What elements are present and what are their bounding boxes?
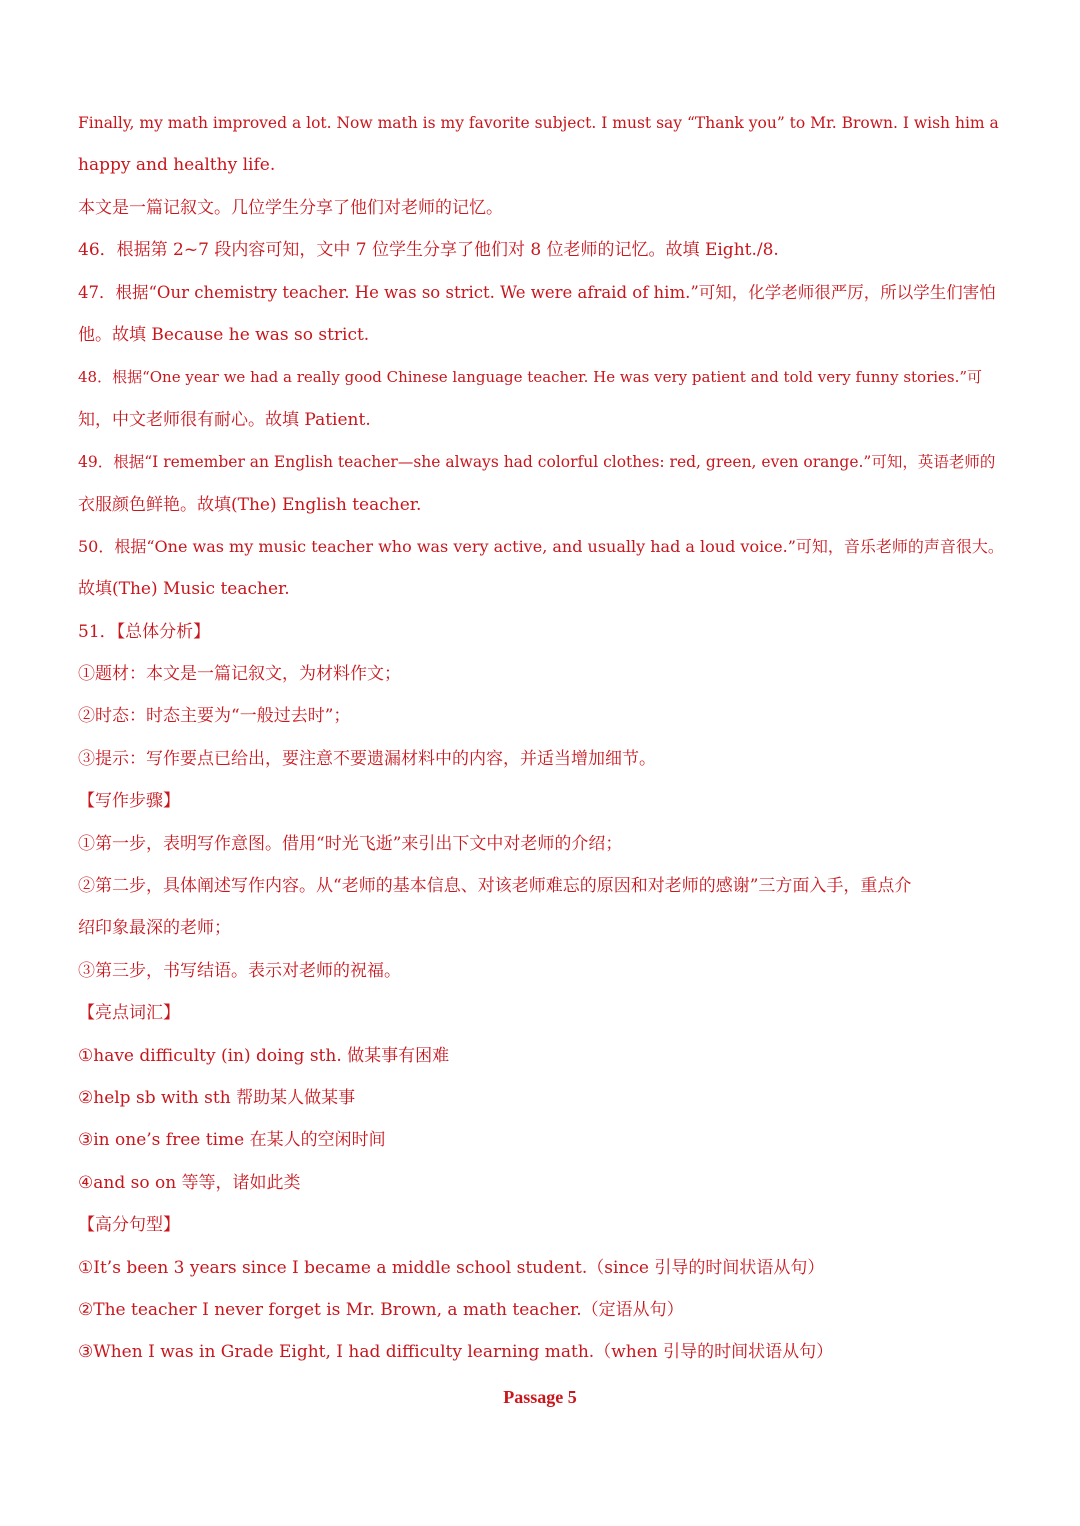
answer-47: 47．根据“Our chemistry teacher. He was so strict. We were afraid of him.”可知，化学老师很严厉，所以学生们害怕	[78, 282, 996, 302]
text-line: 知，中文老师很有耐心。故填 Patient.	[78, 409, 371, 430]
text-line: Finally, my math improved a lot. Now math is my favorite subject. I must say “Thank you” to Mr. Brown. I wish him a	[78, 114, 999, 132]
text-line: ①It’s been 3 years since I became a middle school student.（since 引导的时间状语从句）	[78, 1257, 825, 1278]
text-line: ①题材：本文是一篇记叙文，为材料作文；	[78, 664, 401, 685]
text-line: ④and so on 等等，诸如此类	[78, 1172, 301, 1193]
text-line: ③第三步，书写结语。表示对老师的祝福。	[78, 960, 401, 981]
text-line: ③in one’s free time 在某人的空闲时间	[78, 1130, 386, 1151]
text-line: ②The teacher I never forget is Mr. Brown, a math teacher.（定语从句）	[78, 1299, 684, 1320]
text-line: ③提示：写作要点已给出，要注意不要遗漏材料中的内容，并适当增加细节。	[78, 748, 656, 769]
passage-title: Passage 5	[503, 1387, 577, 1407]
text-line: ①第一步，表明写作意图。借用“时光飞逝”来引出下文中对老师的介绍；	[78, 833, 623, 854]
section-heading-sentence-patterns: 【高分句型】	[78, 1215, 180, 1236]
text-line: ③When I was in Grade Eight, I had difficulty learning math.（when 引导的时间状语从句）	[78, 1342, 834, 1363]
text-line: 他。故填 Because he was so strict.	[78, 324, 370, 345]
answer-51-heading: 51．【总体分析】	[78, 621, 211, 642]
text-line: ②help sb with sth 帮助某人做某事	[78, 1087, 356, 1108]
text-line: 衣服颜色鲜艳。故填(The) English teacher.	[78, 494, 422, 515]
text-line: happy and healthy life.	[78, 155, 276, 176]
document-body	[78, 102, 1008, 1374]
answer-49: 49．根据“I remember an English teacher—she always had colorful clothes: red, green, even orange.”可知，英语老师的	[78, 453, 996, 472]
text-line: 本文是一篇记叙文。几位学生分享了他们对老师的记忆。	[78, 197, 503, 218]
text-line: ②第二步，具体阐述写作内容。从“老师的基本信息、对该老师难忘的原因和对老师的感谢”三方面入手，重点介	[78, 876, 912, 897]
answer-48: 48．根据“One year we had a really good Chinese language teacher. He was very patient and told very funny stories.”可	[78, 368, 983, 387]
text-line: 绍印象最深的老师；	[78, 918, 231, 939]
answer-50: 50．根据“One was my music teacher who was very active, and usually had a loud voice.”可知，音乐老师的声音很大。	[78, 536, 1004, 556]
text-line: ②时态：时态主要为“一般过去时”；	[78, 706, 351, 727]
text-line: 故填(The) Music teacher.	[78, 579, 290, 600]
text-line: ①have difficulty (in) doing sth. 做某事有困难	[78, 1045, 450, 1066]
answer-46: 46．根据第 2~7 段内容可知，文中 7 位学生分享了他们对 8 位老师的记忆。故填 Eight./8.	[78, 240, 779, 261]
section-heading-writing-steps: 【写作步骤】	[78, 791, 180, 812]
section-heading-vocabulary: 【亮点词汇】	[78, 1003, 180, 1024]
